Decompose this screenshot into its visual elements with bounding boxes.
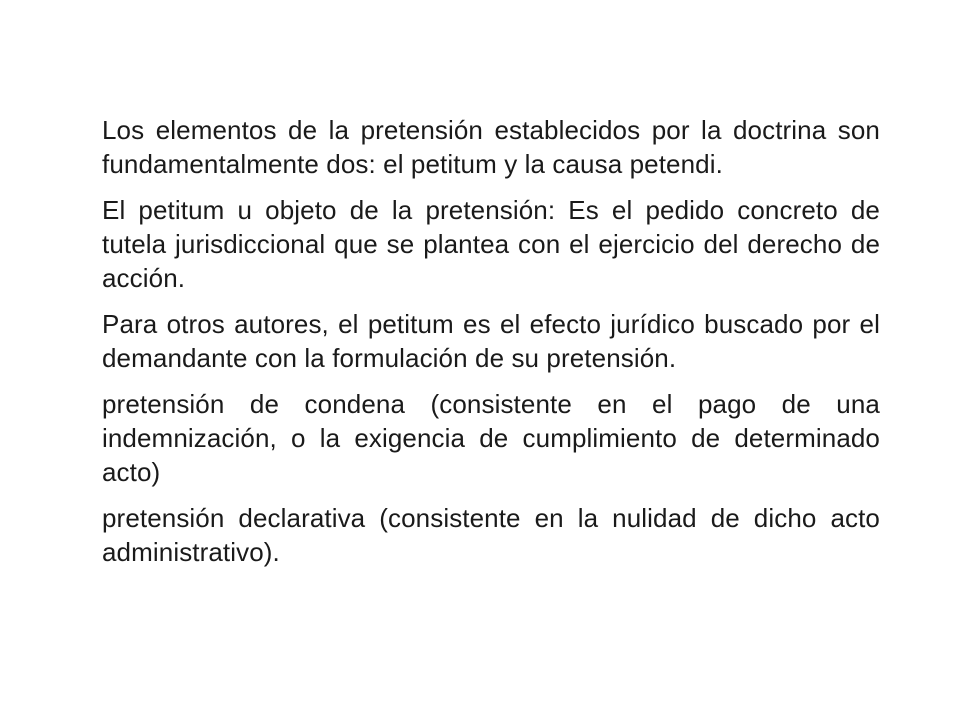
paragraph-pretension-condena: pretensión de condena (consistente en el pago de una indemnización, o la exigencia de cumplimiento de determinado acto) <box>102 389 880 487</box>
slide-body <box>102 113 880 581</box>
paragraph-pretension-declarativa: pretensión declarativa (consistente en la nulidad de dicho acto administrativo). <box>102 503 880 567</box>
paragraph-otros-autores: Para otros autores, el petitum es el efecto jurídico buscado por el demandante con la formulación de su pretensión. <box>102 309 880 373</box>
paragraph-elementos: Los elementos de la pretensión establecidos por la doctrina son fundamentalmente dos: el petitum y la causa petendi. <box>102 115 880 179</box>
paragraph-petitum-definicion: El petitum u objeto de la pretensión: Es el pedido concreto de tutela jurisdiccional que se plantea con el ejercicio del derecho de acción. <box>102 195 880 293</box>
